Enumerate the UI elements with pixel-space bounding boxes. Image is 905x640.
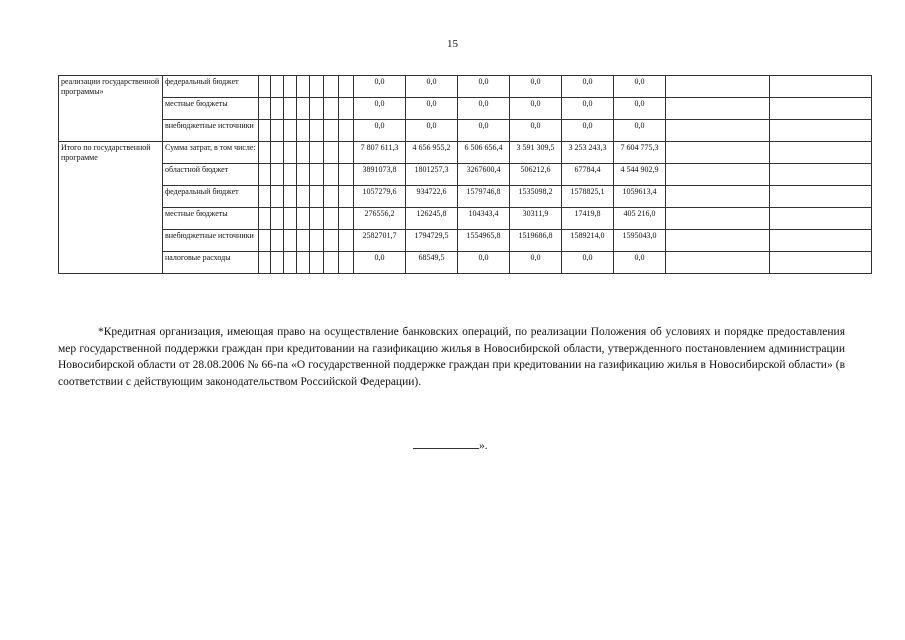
row-group-label: реализации государственной программы»: [59, 76, 163, 142]
empty-cell: [284, 98, 297, 120]
budget-table: [58, 75, 872, 274]
value-cell: 4 656 955,2: [406, 142, 458, 164]
table-row: [59, 186, 872, 208]
table-row: [59, 120, 872, 142]
empty-cell: [259, 120, 271, 142]
empty-cell: [284, 120, 297, 142]
signature-blank: [413, 437, 479, 449]
empty-cell: [271, 252, 284, 274]
value-cell: 1589214,0: [562, 230, 614, 252]
value-cell: 506212,6: [510, 164, 562, 186]
funding-source-label: внебюджетные источники: [163, 230, 259, 252]
empty-cell: [339, 230, 354, 252]
empty-cell: [310, 186, 324, 208]
value-cell: 0,0: [458, 76, 510, 98]
value-cell: 1059613,4: [614, 186, 666, 208]
empty-cell: [271, 230, 284, 252]
value-cell: 0,0: [510, 120, 562, 142]
funding-source-label: федеральный бюджет: [163, 76, 259, 98]
empty-cell: [770, 98, 872, 120]
value-cell: 0,0: [458, 98, 510, 120]
value-cell: 0,0: [354, 98, 406, 120]
value-cell: 0,0: [458, 252, 510, 274]
value-cell: 3267600,4: [458, 164, 510, 186]
empty-cell: [324, 142, 339, 164]
value-cell: 0,0: [406, 98, 458, 120]
empty-cell: [259, 186, 271, 208]
empty-cell: [310, 230, 324, 252]
empty-cell: [324, 98, 339, 120]
empty-cell: [770, 230, 872, 252]
value-cell: 4 544 902,9: [614, 164, 666, 186]
value-cell: 6 506 656,4: [458, 142, 510, 164]
empty-cell: [310, 98, 324, 120]
value-cell: 276556,2: [354, 208, 406, 230]
value-cell: 126245,8: [406, 208, 458, 230]
empty-cell: [324, 186, 339, 208]
empty-cell: [284, 208, 297, 230]
value-cell: 2582701,7: [354, 230, 406, 252]
empty-cell: [284, 142, 297, 164]
empty-cell: [284, 252, 297, 274]
value-cell: 1801257,3: [406, 164, 458, 186]
empty-cell: [297, 120, 310, 142]
value-cell: 1554965,8: [458, 230, 510, 252]
empty-cell: [770, 252, 872, 274]
value-cell: 68549,5: [406, 252, 458, 274]
empty-cell: [666, 164, 770, 186]
funding-source-label: областной бюджет: [163, 164, 259, 186]
empty-cell: [666, 76, 770, 98]
empty-cell: [271, 98, 284, 120]
value-cell: 30311,9: [510, 208, 562, 230]
empty-cell: [666, 120, 770, 142]
empty-cell: [339, 252, 354, 274]
value-cell: 0,0: [406, 76, 458, 98]
value-cell: 0,0: [354, 120, 406, 142]
value-cell: 0,0: [562, 76, 614, 98]
empty-cell: [770, 120, 872, 142]
empty-cell: [666, 230, 770, 252]
empty-cell: [324, 208, 339, 230]
value-cell: 3 591 309,5: [510, 142, 562, 164]
value-cell: 1595043,0: [614, 230, 666, 252]
page-number: 15: [447, 38, 458, 50]
funding-source-label: налоговые расходы: [163, 252, 259, 274]
empty-cell: [339, 142, 354, 164]
footnote-text: *Кредитная организация, имеющая право на осуществление банковских операций, по реализации Положения об условиях и порядке предоставления мер государственной поддержки граждан при кредитовании на газификацию жилья в Новосибирской области, утвержденного постановлением администрации Новосибирской области от 28.08.2006 № 66-па «О государственной поддержке граждан при кредитовании на газификацию жилья в Новосибирской области» (в соответствии с действующим законодательством Российской Федерации).: [58, 326, 845, 388]
empty-cell: [284, 186, 297, 208]
empty-cell: [271, 76, 284, 98]
empty-cell: [770, 164, 872, 186]
empty-cell: [297, 98, 310, 120]
table-row: [59, 76, 872, 98]
empty-cell: [284, 230, 297, 252]
value-cell: 1794729,5: [406, 230, 458, 252]
empty-cell: [310, 164, 324, 186]
empty-cell: [259, 252, 271, 274]
table-row: [59, 230, 872, 252]
value-cell: 0,0: [458, 120, 510, 142]
value-cell: 0,0: [614, 252, 666, 274]
empty-cell: [259, 142, 271, 164]
empty-cell: [310, 252, 324, 274]
value-cell: 0,0: [562, 98, 614, 120]
empty-cell: [310, 208, 324, 230]
empty-cell: [271, 208, 284, 230]
empty-cell: [297, 252, 310, 274]
value-cell: 17419,8: [562, 208, 614, 230]
value-cell: 104343,4: [458, 208, 510, 230]
value-cell: 934722,6: [406, 186, 458, 208]
value-cell: 67784,4: [562, 164, 614, 186]
empty-cell: [297, 208, 310, 230]
empty-cell: [297, 186, 310, 208]
row-group-label: Итого по государственной программе: [59, 142, 163, 274]
value-cell: 0,0: [354, 76, 406, 98]
value-cell: 1535098,2: [510, 186, 562, 208]
funding-source-label: внебюджетные источники: [163, 120, 259, 142]
empty-cell: [324, 230, 339, 252]
value-cell: 1579746,8: [458, 186, 510, 208]
empty-cell: [339, 164, 354, 186]
empty-cell: [666, 186, 770, 208]
empty-cell: [310, 76, 324, 98]
value-cell: 405 216,0: [614, 208, 666, 230]
empty-cell: [339, 120, 354, 142]
empty-cell: [271, 186, 284, 208]
funding-source-label: Сумма затрат, в том числе:: [163, 142, 259, 164]
value-cell: 1057279,6: [354, 186, 406, 208]
value-cell: 1519686,8: [510, 230, 562, 252]
value-cell: 0,0: [614, 98, 666, 120]
value-cell: 3891073,8: [354, 164, 406, 186]
value-cell: 1578825,1: [562, 186, 614, 208]
empty-cell: [666, 142, 770, 164]
value-cell: 0,0: [406, 120, 458, 142]
empty-cell: [339, 98, 354, 120]
empty-cell: [324, 76, 339, 98]
table-row: [59, 164, 872, 186]
empty-cell: [271, 164, 284, 186]
value-cell: 3 253 243,3: [562, 142, 614, 164]
funding-source-label: федеральный бюджет: [163, 186, 259, 208]
empty-cell: [297, 142, 310, 164]
empty-cell: [770, 76, 872, 98]
empty-cell: [310, 120, 324, 142]
value-cell: 0,0: [562, 252, 614, 274]
table-row: [59, 208, 872, 230]
empty-cell: [339, 186, 354, 208]
empty-cell: [770, 208, 872, 230]
empty-cell: [339, 208, 354, 230]
closing-line: [413, 437, 488, 452]
empty-cell: [284, 164, 297, 186]
value-cell: 0,0: [510, 76, 562, 98]
value-cell: 0,0: [562, 120, 614, 142]
empty-cell: [770, 142, 872, 164]
empty-cell: [271, 142, 284, 164]
empty-cell: [666, 98, 770, 120]
value-cell: 0,0: [614, 76, 666, 98]
empty-cell: [297, 76, 310, 98]
value-cell: 7 604 775,3: [614, 142, 666, 164]
empty-cell: [324, 120, 339, 142]
value-cell: 0,0: [614, 120, 666, 142]
empty-cell: [297, 164, 310, 186]
value-cell: 0,0: [354, 252, 406, 274]
empty-cell: [324, 164, 339, 186]
empty-cell: [284, 76, 297, 98]
empty-cell: [324, 252, 339, 274]
empty-cell: [666, 208, 770, 230]
empty-cell: [259, 164, 271, 186]
funding-source-label: местные бюджеты: [163, 208, 259, 230]
table-row: [59, 142, 872, 164]
empty-cell: [259, 230, 271, 252]
closing-quote: ».: [479, 440, 488, 452]
value-cell: 0,0: [510, 98, 562, 120]
budget-table-body: [59, 76, 872, 274]
value-cell: 7 807 611,3: [354, 142, 406, 164]
table-row: [59, 252, 872, 274]
funding-source-label: местные бюджеты: [163, 98, 259, 120]
empty-cell: [271, 120, 284, 142]
empty-cell: [339, 76, 354, 98]
empty-cell: [259, 98, 271, 120]
value-cell: 0,0: [510, 252, 562, 274]
empty-cell: [297, 230, 310, 252]
empty-cell: [259, 76, 271, 98]
empty-cell: [259, 208, 271, 230]
empty-cell: [666, 252, 770, 274]
empty-cell: [310, 142, 324, 164]
empty-cell: [770, 186, 872, 208]
table-row: [59, 98, 872, 120]
